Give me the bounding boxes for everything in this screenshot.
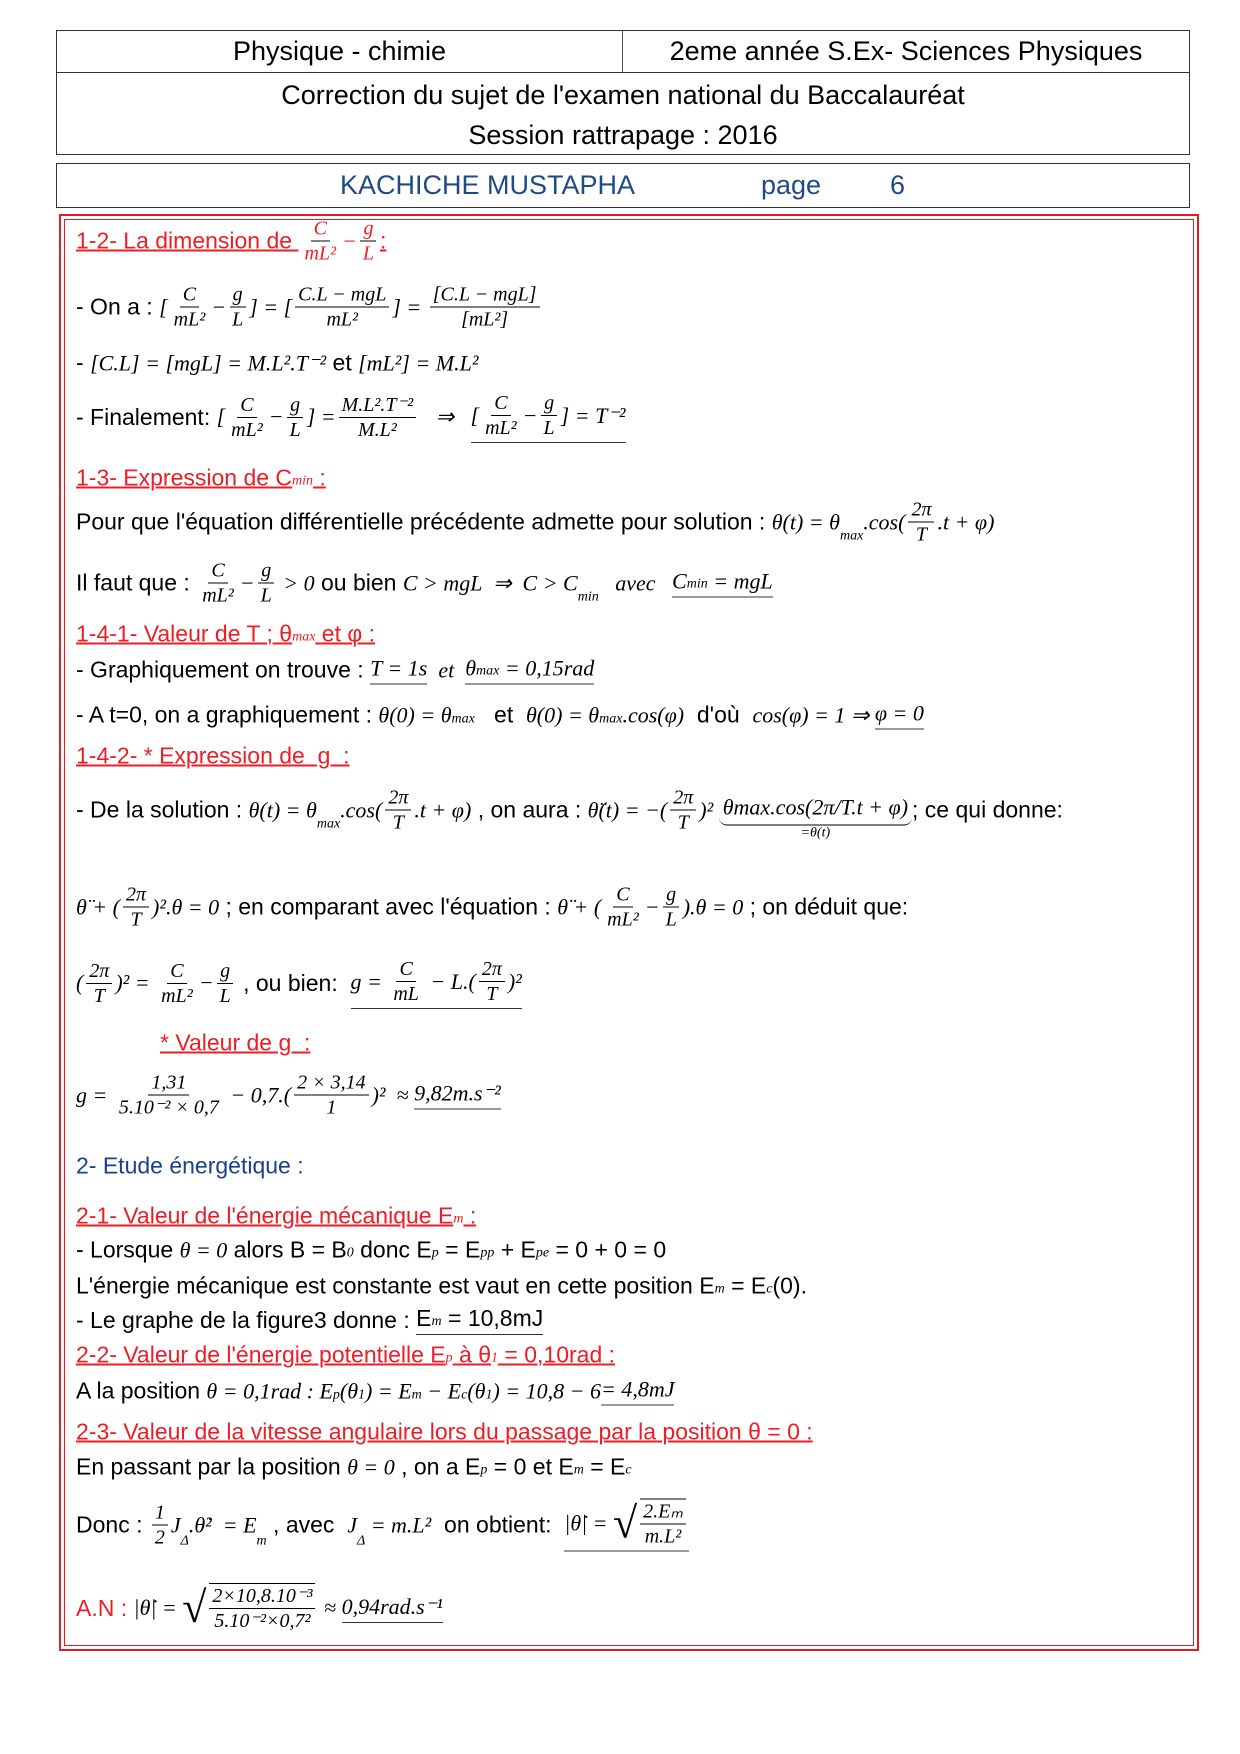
denominator: T bbox=[486, 983, 498, 1005]
subscript: m bbox=[573, 1462, 584, 1478]
numerator: g bbox=[541, 391, 557, 416]
numerator: C.L − mgL bbox=[295, 283, 389, 308]
header-row-title bbox=[56, 72, 1190, 155]
numerator: g bbox=[258, 559, 274, 584]
numerator: 2×10,8.10⁻³ bbox=[209, 1584, 315, 1609]
text: - Graphiquement on trouve : bbox=[76, 656, 371, 683]
denominator: mL² bbox=[161, 984, 193, 1007]
numerator: C bbox=[180, 283, 199, 308]
math: − L.( bbox=[424, 968, 476, 994]
part-heading bbox=[76, 1153, 304, 1180]
math: 0,94rad.s⁻¹ bbox=[341, 1593, 443, 1619]
fraction bbox=[385, 786, 411, 835]
math: ).θ = 0 bbox=[682, 894, 744, 919]
numerator: 2π bbox=[479, 957, 505, 982]
math: [C.L] = [mgL] = M.L².T⁻² bbox=[90, 350, 327, 375]
section-heading bbox=[76, 465, 326, 492]
numerator: g bbox=[663, 883, 679, 908]
math: − bbox=[239, 570, 255, 595]
denominator: mL² bbox=[304, 242, 337, 265]
subscript: 0 bbox=[346, 1245, 354, 1261]
denominator: L bbox=[232, 308, 244, 331]
math: J bbox=[347, 1512, 357, 1537]
math: θ bbox=[465, 655, 477, 681]
numerator: g bbox=[360, 217, 376, 242]
text-line bbox=[76, 559, 773, 608]
text: ; en comparant avec l'équation : bbox=[219, 893, 558, 920]
math: cos(φ) = 1 ⇒ bbox=[752, 702, 875, 727]
text: = E bbox=[724, 1272, 767, 1299]
fraction bbox=[663, 883, 680, 932]
math: )² bbox=[507, 968, 522, 994]
page-label: page bbox=[761, 170, 822, 200]
text: En passant par la position bbox=[76, 1453, 348, 1480]
text: 2-1- Valeur de l'énergie mécanique E bbox=[76, 1202, 454, 1229]
numerator: 1,31 bbox=[148, 1071, 189, 1096]
math: .t + φ) bbox=[937, 509, 995, 534]
text: : bbox=[463, 1202, 477, 1229]
subscript: c bbox=[766, 1281, 773, 1297]
fraction bbox=[171, 283, 209, 332]
text: - On a : bbox=[76, 293, 160, 320]
text: = 0 et E bbox=[487, 1453, 574, 1480]
square-root bbox=[182, 1583, 318, 1633]
denominator: T bbox=[915, 523, 928, 546]
fraction bbox=[390, 957, 422, 1006]
subscript: 1 bbox=[358, 1387, 366, 1403]
denominator: M.L² bbox=[357, 418, 397, 441]
numerator: 2π bbox=[908, 498, 934, 523]
numerator: M.L².T⁻² bbox=[339, 393, 416, 418]
denominator: T bbox=[392, 811, 404, 834]
text: - Le graphe de la figure3 donne : bbox=[76, 1306, 417, 1333]
math: g = bbox=[350, 968, 388, 994]
denominator: 1 bbox=[326, 1096, 337, 1119]
math: θ(0) = θ bbox=[378, 702, 452, 727]
text: = E bbox=[583, 1453, 626, 1480]
denominator: L bbox=[665, 908, 677, 931]
text: on obtient: bbox=[431, 1511, 565, 1538]
text: 2- Etude énergétique : bbox=[76, 1152, 304, 1179]
subject: Physique - chimie bbox=[57, 31, 623, 72]
subscript: p bbox=[332, 1387, 340, 1403]
denominator: m.L² bbox=[644, 1525, 682, 1548]
denominator: L bbox=[362, 242, 375, 265]
math: )² ≈ bbox=[371, 1082, 415, 1107]
math: − bbox=[644, 894, 660, 919]
text: donc E bbox=[353, 1236, 432, 1263]
text-line bbox=[76, 883, 908, 932]
subscript: c bbox=[461, 1387, 468, 1403]
text: 2-3- Valeur de la vitesse angulaire lors du passage par la position θ = 0 : bbox=[76, 1418, 813, 1445]
numerator: 2.Eₘ bbox=[640, 1500, 686, 1525]
subscript: Δ bbox=[180, 1533, 189, 1549]
numerator: [C.L − mgL] bbox=[430, 283, 540, 308]
numerator: C bbox=[237, 393, 256, 418]
math: )².θ = 0 bbox=[152, 894, 220, 919]
numerator: 1 bbox=[152, 1501, 168, 1526]
math: ( bbox=[76, 970, 84, 995]
numerator: C bbox=[613, 883, 632, 908]
header-row-author bbox=[56, 163, 1190, 208]
math: |θ̇| = bbox=[564, 1510, 614, 1536]
math: .cos( bbox=[863, 509, 906, 534]
math: θ(t) = θ bbox=[771, 509, 840, 534]
boxed-result bbox=[351, 957, 522, 1009]
denominator: mL bbox=[393, 983, 419, 1005]
math: .θ̇² = E bbox=[188, 1512, 257, 1537]
text-line bbox=[76, 656, 594, 685]
fraction bbox=[640, 1499, 686, 1549]
denominator: mL² bbox=[202, 584, 234, 607]
text: : bbox=[313, 464, 326, 491]
boxed-result bbox=[370, 656, 427, 685]
fraction bbox=[228, 393, 266, 442]
subscript: min bbox=[292, 473, 314, 489]
text: ou bien bbox=[314, 569, 403, 596]
level: 2eme année S.Ex- Sciences Physiques bbox=[669, 36, 1143, 66]
math: C bbox=[672, 568, 687, 594]
text: A la position bbox=[76, 1377, 207, 1404]
text-line bbox=[76, 786, 1063, 841]
fraction bbox=[301, 217, 339, 266]
brace-label: =θ(t) bbox=[800, 825, 831, 841]
denominator: T bbox=[677, 811, 689, 834]
session: Session rattrapage : 2016 bbox=[468, 120, 778, 150]
math: )² = bbox=[115, 970, 156, 995]
subscript: 1 bbox=[491, 1350, 499, 1366]
text: et bbox=[474, 701, 526, 728]
denominator: T bbox=[93, 984, 105, 1007]
math: et bbox=[427, 657, 466, 682]
boxed-result bbox=[342, 1594, 443, 1623]
math: |θ̇| = bbox=[133, 1595, 183, 1620]
boxed-result bbox=[465, 656, 594, 685]
math: θ(0) = θ bbox=[526, 702, 600, 727]
math: C > mgL ⇒ C > C bbox=[402, 570, 578, 595]
text: - bbox=[76, 349, 91, 376]
math: 9,82m.s⁻² bbox=[414, 1080, 501, 1106]
text: (0). bbox=[772, 1272, 807, 1299]
math: φ = 0 bbox=[874, 700, 924, 726]
text-line bbox=[76, 350, 478, 377]
numerator: 2 × 3,14 bbox=[294, 1071, 369, 1096]
square-root bbox=[613, 1499, 689, 1549]
subscript: max bbox=[451, 711, 475, 727]
math: > 0 bbox=[277, 570, 315, 595]
boxed-result bbox=[416, 1305, 543, 1335]
math: θ = 0,1rad : E bbox=[206, 1378, 333, 1403]
numerator: g bbox=[230, 283, 246, 308]
numerator: 2π bbox=[86, 959, 112, 984]
braced-expression: θmax.cos(2π/T.t + φ) bbox=[719, 795, 912, 826]
fraction bbox=[670, 786, 696, 835]
fraction bbox=[908, 498, 934, 547]
text: 1-3- Expression de C bbox=[76, 464, 293, 491]
math: avec bbox=[598, 570, 673, 595]
text: : bbox=[380, 227, 387, 254]
denominator: mL² bbox=[607, 908, 639, 931]
math: (θ bbox=[467, 1378, 486, 1403]
text-line bbox=[76, 283, 543, 332]
text: , ou bien: bbox=[236, 969, 351, 996]
section-heading bbox=[76, 217, 386, 266]
text: , on a E bbox=[394, 1453, 481, 1480]
section-heading bbox=[76, 1342, 615, 1369]
fraction bbox=[339, 393, 416, 442]
numerator: 2π bbox=[385, 786, 411, 811]
math: .cos(φ) bbox=[622, 702, 685, 727]
subscript: m bbox=[411, 1387, 422, 1403]
subscript: m bbox=[453, 1211, 464, 1227]
math: − 0,7.( bbox=[224, 1082, 292, 1107]
math: [ bbox=[159, 294, 168, 319]
text: , on aura : bbox=[471, 796, 588, 823]
text: A.N : bbox=[76, 1594, 134, 1621]
text: - A t=0, on a graphiquement : bbox=[76, 701, 379, 728]
denominator: L bbox=[260, 584, 272, 607]
section-heading bbox=[76, 621, 375, 648]
text-line bbox=[76, 957, 522, 1009]
denominator: L bbox=[543, 417, 555, 439]
denominator: T bbox=[130, 908, 142, 931]
math: ≈ bbox=[318, 1595, 342, 1620]
text: Donc : bbox=[76, 1511, 149, 1538]
subscript: max bbox=[476, 663, 500, 679]
fraction bbox=[123, 883, 149, 932]
math: − E bbox=[421, 1378, 462, 1403]
underbrace bbox=[719, 794, 912, 841]
math: [ bbox=[470, 402, 480, 428]
math: )² bbox=[699, 797, 719, 822]
text-line bbox=[76, 1237, 666, 1264]
text: 1-2- La dimension de bbox=[76, 227, 299, 254]
math: θ̈(t) = −( bbox=[587, 797, 668, 822]
text: = 0 + 0 = 0 bbox=[549, 1236, 667, 1263]
denominator: mL² bbox=[231, 418, 263, 441]
math: .cos( bbox=[340, 797, 383, 822]
math: = 4,8mJ bbox=[600, 1376, 675, 1402]
math: θ(t) = θ bbox=[248, 797, 317, 822]
text: - Lorsque bbox=[76, 1236, 180, 1263]
math: ] = bbox=[392, 294, 427, 319]
math: θ̈ + ( bbox=[76, 894, 120, 919]
subscript: pe bbox=[535, 1245, 550, 1261]
denominator: mL² bbox=[485, 417, 517, 439]
numerator: C bbox=[167, 959, 186, 984]
subscript: max bbox=[292, 629, 316, 645]
text: ; on déduit que: bbox=[743, 893, 909, 920]
text-line bbox=[76, 1377, 674, 1406]
math: J bbox=[170, 1512, 181, 1537]
subscript: min bbox=[577, 589, 599, 605]
denominator: mL² bbox=[173, 308, 206, 331]
fraction bbox=[116, 1071, 222, 1120]
section-heading bbox=[76, 1203, 476, 1230]
math: ] = [ bbox=[249, 294, 293, 319]
boxed-result bbox=[601, 1377, 675, 1406]
math: [mL²] = M.L² bbox=[358, 350, 479, 375]
text-line bbox=[76, 1071, 501, 1120]
denominator: L bbox=[219, 984, 231, 1007]
boxed-result bbox=[875, 701, 924, 730]
text: à θ bbox=[452, 1341, 492, 1368]
math: ] = bbox=[306, 404, 336, 429]
boxed-result bbox=[564, 1499, 689, 1552]
subscript: p bbox=[431, 1245, 439, 1261]
fraction bbox=[158, 959, 196, 1008]
text: ; ce qui donne: bbox=[912, 796, 1063, 823]
text-line bbox=[76, 1273, 807, 1300]
denominator: 5.10⁻²×0,7² bbox=[214, 1610, 311, 1632]
fraction bbox=[294, 1071, 369, 1120]
math: − bbox=[198, 970, 214, 995]
page-number: 6 bbox=[890, 170, 906, 200]
math: = 0,15rad bbox=[499, 655, 595, 681]
math: .t + φ) bbox=[414, 797, 472, 822]
text: L'énergie mécanique est constante est vaut en cette position E bbox=[76, 1272, 715, 1299]
text: Il faut que : bbox=[76, 569, 197, 596]
math: T = 1s bbox=[370, 655, 428, 681]
text: = 10,8mJ bbox=[441, 1305, 544, 1331]
boxed-result bbox=[414, 1081, 501, 1110]
text-line bbox=[76, 1499, 689, 1552]
text: E bbox=[416, 1305, 432, 1331]
math: θ = 0 bbox=[179, 1237, 228, 1262]
text: Pour que l'équation différentielle précédente admette pour solution : bbox=[76, 508, 772, 535]
text-line bbox=[76, 1454, 632, 1481]
denominator: [mL²] bbox=[461, 308, 509, 331]
math: ] = T⁻² bbox=[560, 402, 626, 428]
subscript: p bbox=[480, 1462, 488, 1478]
subscript: max bbox=[839, 528, 864, 544]
fraction bbox=[199, 559, 237, 608]
radical-sign-icon: √ bbox=[182, 1583, 207, 1632]
denominator: 2 bbox=[154, 1526, 165, 1549]
fraction bbox=[541, 391, 558, 440]
math: = m.L² bbox=[365, 1512, 432, 1537]
subscript: min bbox=[686, 576, 708, 592]
math: − bbox=[211, 294, 227, 319]
text: = 0,10rad : bbox=[498, 1341, 616, 1368]
fraction bbox=[360, 217, 377, 266]
document-title: Correction du sujet de l'examen national du Baccalauréat bbox=[281, 80, 965, 110]
boxed-result bbox=[672, 569, 773, 598]
numerator: g bbox=[217, 959, 233, 984]
text-line bbox=[76, 391, 626, 443]
fraction bbox=[295, 283, 389, 332]
math: [ bbox=[216, 404, 226, 429]
math: ) = E bbox=[365, 1378, 412, 1403]
text: d'où bbox=[684, 701, 753, 728]
numerator: C bbox=[396, 957, 415, 982]
denominator: 5.10⁻² × 0,7 bbox=[118, 1096, 219, 1119]
fraction bbox=[482, 391, 520, 440]
numerator: C bbox=[311, 217, 330, 242]
subscript: max bbox=[599, 711, 623, 727]
denominator: mL² bbox=[326, 308, 359, 331]
text: + E bbox=[494, 1236, 536, 1263]
subscript: m bbox=[256, 1533, 267, 1549]
fraction bbox=[604, 883, 642, 932]
subscript: 1 bbox=[485, 1387, 493, 1403]
math: g = bbox=[76, 1082, 113, 1107]
fraction bbox=[229, 283, 246, 332]
text: , avec bbox=[266, 1511, 348, 1538]
math: = mgL bbox=[707, 568, 773, 594]
text-line bbox=[76, 1305, 543, 1335]
text-line bbox=[76, 498, 994, 547]
fraction bbox=[152, 1501, 168, 1550]
fraction bbox=[430, 283, 540, 332]
text: - De la solution : bbox=[76, 796, 249, 823]
author: KACHICHE MUSTAPHA bbox=[340, 170, 636, 200]
subscript: c bbox=[625, 1462, 632, 1478]
numerator: C bbox=[491, 391, 510, 416]
boxed-result bbox=[471, 391, 626, 443]
text: alors B = B bbox=[227, 1236, 347, 1263]
fraction bbox=[217, 959, 234, 1008]
math: (θ bbox=[339, 1378, 359, 1403]
subscript: Δ bbox=[356, 1533, 366, 1549]
section-heading bbox=[160, 1030, 310, 1057]
text-line bbox=[76, 1583, 443, 1633]
math: θ = 0 bbox=[347, 1454, 395, 1479]
text: et bbox=[326, 349, 359, 376]
fraction bbox=[479, 957, 505, 1006]
text: = E bbox=[438, 1236, 481, 1263]
subscript: p bbox=[445, 1350, 453, 1366]
numerator: 2π bbox=[670, 786, 696, 811]
fraction bbox=[209, 1583, 315, 1633]
math: − bbox=[522, 402, 538, 428]
math: − bbox=[268, 404, 284, 429]
fraction bbox=[287, 393, 304, 442]
subscript: m bbox=[431, 1314, 442, 1329]
text: 1-4-2- * Expression de g : bbox=[76, 742, 350, 769]
text: - Finalement: bbox=[76, 403, 217, 430]
numerator: 2π bbox=[123, 883, 149, 908]
radical-sign-icon: √ bbox=[613, 1498, 638, 1548]
math: ) = 10,8 − 6 bbox=[492, 1378, 601, 1403]
subscript: pp bbox=[480, 1245, 495, 1261]
text: et φ : bbox=[315, 620, 376, 647]
subscript: m bbox=[714, 1281, 725, 1297]
numerator: g bbox=[287, 393, 303, 418]
math: − bbox=[342, 228, 357, 253]
fraction bbox=[258, 559, 275, 608]
text: 1-4-1- Valeur de T ; θ bbox=[76, 620, 293, 647]
numerator: C bbox=[208, 559, 227, 584]
math: ⇒ bbox=[419, 404, 471, 429]
section-heading bbox=[76, 1419, 813, 1446]
section-heading bbox=[76, 743, 350, 770]
text-line bbox=[76, 701, 924, 730]
text: 2-2- Valeur de l'énergie potentielle E bbox=[76, 1341, 446, 1368]
header-row-subject bbox=[56, 30, 1190, 73]
fraction bbox=[86, 959, 112, 1008]
denominator: L bbox=[289, 418, 301, 441]
subscript: max bbox=[316, 816, 341, 832]
text: * Valeur de g : bbox=[160, 1029, 311, 1056]
math: θ̈ + ( bbox=[557, 894, 602, 919]
